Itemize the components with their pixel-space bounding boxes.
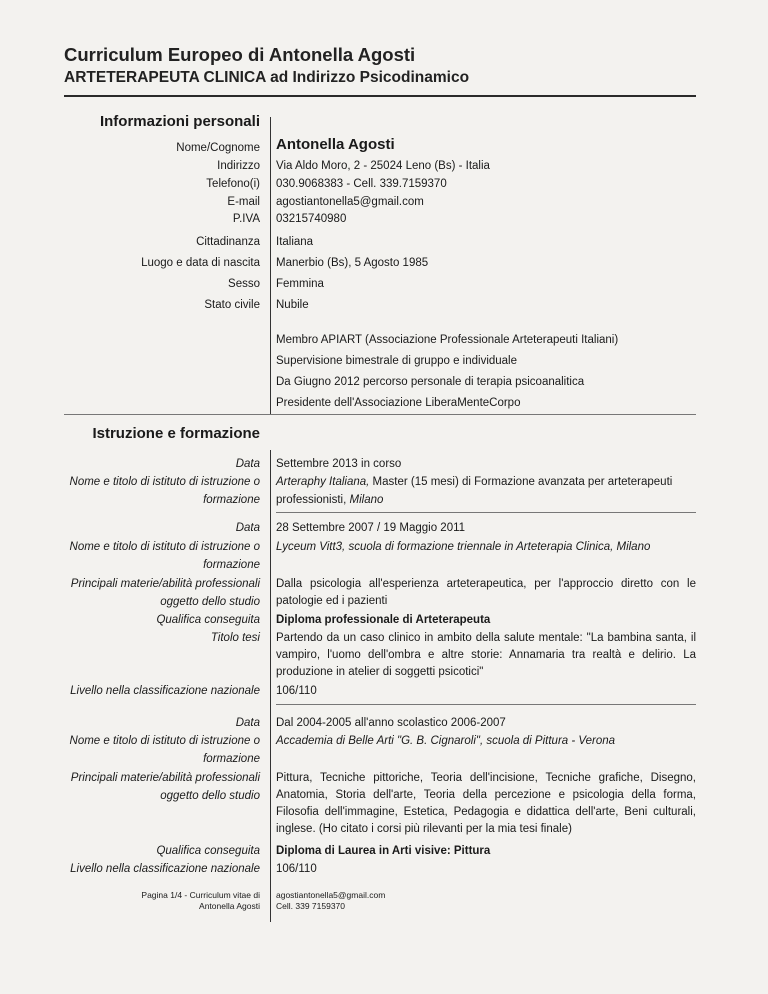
entry2-subjects: Dalla psicologia all'esperienza arteterapeutica, per l'approccio diretto con le patologie ed i pazienti bbox=[276, 578, 696, 607]
label-institute-cont: formazione bbox=[203, 559, 260, 571]
entry-rule bbox=[276, 512, 696, 513]
label-phone: Telefono(i) bbox=[206, 178, 260, 190]
section-heading-personal: Informazioni personali bbox=[99, 113, 260, 130]
label-qualification: Qualifica conseguita bbox=[156, 614, 260, 626]
label-qualification: Qualifica conseguita bbox=[156, 845, 260, 857]
entry2-level: 106/110 bbox=[276, 685, 317, 697]
label-date: Data bbox=[235, 717, 260, 729]
entry3-qualification: Diploma di Laurea in Arti visive: Pittura bbox=[276, 845, 491, 857]
value-name: Antonella Agosti bbox=[276, 136, 395, 153]
entry1-institute-name: Arteraphy Italiana, bbox=[276, 476, 370, 488]
label-name: Nome/Cognome bbox=[176, 142, 260, 154]
footer-email: agostiantonella5@gmail.com bbox=[276, 890, 386, 900]
entry1-institute-desc: Master (15 mesi) di Formazione avanzata per arteterapeuti bbox=[369, 476, 673, 488]
value-citizenship: Italiana bbox=[276, 236, 314, 248]
label-subjects: Principali materie/abilità professionali bbox=[70, 578, 260, 590]
label-birth: Luogo e data di nascita bbox=[141, 257, 260, 269]
value-address: Via Aldo Moro, 2 - 25024 Leno (Bs) - Italia bbox=[276, 160, 490, 172]
document-title: Curriculum Europeo di Antonella Agosti bbox=[64, 44, 416, 65]
header-rule bbox=[64, 95, 696, 97]
label-thesis: Titolo tesi bbox=[210, 632, 260, 644]
entry1-date: Settembre 2013 in corso bbox=[276, 458, 402, 470]
label-subjects: Principali materie/abilità professionali bbox=[70, 772, 260, 784]
footer-contacts bbox=[276, 890, 696, 912]
label-piva: P.IVA bbox=[232, 213, 260, 225]
value-phone: 030.9068383 - Cell. 339.7159370 bbox=[276, 178, 447, 190]
footer-page-number: Pagina 1/4 - Curriculum vitae di bbox=[141, 890, 260, 900]
entry3-institute bbox=[276, 733, 696, 750]
entry1-institute bbox=[276, 474, 696, 491]
note-therapy: Da Giugno 2012 percorso personale di terapia psicoanalitica bbox=[276, 376, 585, 388]
label-institute: Nome e titolo di istituto di istruzione o bbox=[69, 476, 260, 488]
entry3-level: 106/110 bbox=[276, 863, 317, 875]
label-subjects-cont: oggetto dello studio bbox=[160, 790, 260, 802]
footer-divider bbox=[270, 888, 271, 922]
value-status: Nubile bbox=[276, 299, 309, 311]
value-piva: 03215740980 bbox=[276, 213, 347, 225]
value-sex: Femmina bbox=[276, 278, 324, 290]
entry3-institute-text: Accademia di Belle Arti "G. B. Cignaroli", scuola di Pittura - Verona bbox=[276, 735, 616, 747]
entry2-qualification: Diploma professionale di Arteterapeuta bbox=[276, 614, 491, 626]
section-rule bbox=[64, 414, 696, 415]
document-subtitle: ARTETERAPEUTA CLINICA ad Indirizzo Psicodinamico bbox=[64, 69, 470, 86]
label-email: E-mail bbox=[227, 196, 260, 208]
label-citizenship: Cittadinanza bbox=[196, 236, 260, 248]
note-membership: Membro APIART (Associazione Professionale Arteterapeuti Italiani) bbox=[276, 334, 619, 346]
entry3-date: Dal 2004-2005 all'anno scolastico 2006-2007 bbox=[276, 717, 506, 729]
entry3-subjects: Pittura, Tecniche pittoriche, Teoria dell'incisione, Tecniche grafiche, Disegno, Anatomia, Storia dell'arte, Teoria della percezione e psicologia della forma, Filosofia dell'immagine, Estetica, Pedagogia e didattica dell'arte, Beni culturali, inglese. (Ho citato i corsi più rilevanti per la mia tesi finale) bbox=[276, 772, 696, 835]
entry1-institute-desc2: professionisti, bbox=[276, 494, 350, 506]
label-status: Stato civile bbox=[204, 299, 260, 311]
note-supervision: Supervisione bimestrale di gruppo e individuale bbox=[276, 355, 518, 367]
label-address: Indirizzo bbox=[217, 160, 260, 172]
label-institute: Nome e titolo di istituto di istruzione o bbox=[69, 541, 260, 553]
entry2-institute bbox=[276, 539, 696, 556]
entry1-institute-city: Milano bbox=[349, 494, 384, 506]
label-institute: Nome e titolo di istituto di istruzione o bbox=[69, 735, 260, 747]
label-date: Data bbox=[235, 522, 260, 534]
entry-rule bbox=[276, 704, 696, 705]
label-level: Livello nella classificazione nazionale bbox=[70, 863, 260, 875]
label-date: Data bbox=[235, 458, 260, 470]
label-level: Livello nella classificazione nazionale bbox=[70, 685, 260, 697]
footer-page-info bbox=[20, 890, 260, 912]
entry2-thesis: Partendo da un caso clinico in ambito della salute mentale: "La bambina santa, il vampiro, l'uomo dell'ombra e altre storie: Annamaria tra realtà e delirio. La produzione in atelier di soggetti psicotici" bbox=[276, 632, 696, 678]
column-divider bbox=[270, 117, 271, 415]
entry2-date: 28 Settembre 2007 / 19 Maggio 2011 bbox=[276, 522, 466, 534]
note-association: Presidente dell'Associazione LiberaMenteCorpo bbox=[276, 397, 521, 409]
entry1-institute-line2 bbox=[276, 492, 696, 509]
value-email: agostiantonella5@gmail.com bbox=[276, 196, 424, 208]
label-institute-cont: formazione bbox=[203, 753, 260, 765]
entry2-institute-text: Lyceum Vitt3, scuola di formazione triennale in Arteterapia Clinica, Milano bbox=[276, 541, 651, 553]
value-birth: Manerbio (Bs), 5 Agosto 1985 bbox=[276, 257, 429, 269]
label-subjects-cont: oggetto dello studio bbox=[160, 596, 260, 608]
label-sex: Sesso bbox=[228, 278, 260, 290]
section-heading-education: Istruzione e formazione bbox=[92, 425, 260, 442]
column-divider bbox=[270, 450, 271, 888]
footer-author: Antonella Agosti bbox=[199, 901, 260, 911]
footer-phone: Cell. 339 7159370 bbox=[276, 901, 346, 911]
label-institute-cont: formazione bbox=[203, 494, 260, 506]
